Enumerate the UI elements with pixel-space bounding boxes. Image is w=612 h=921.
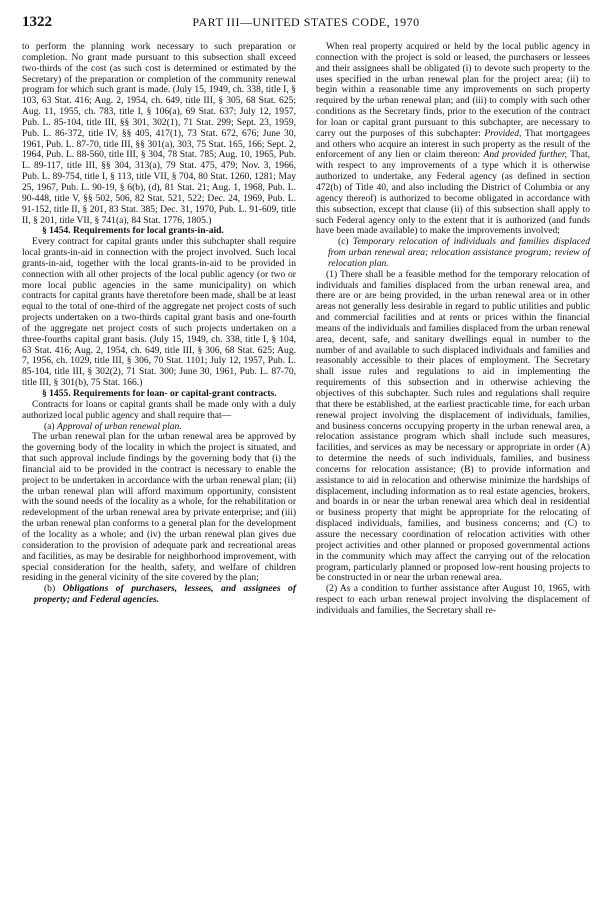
subsection-c-paragraph-1: (1) There shall be a feasible method for the temporary relocation of individuals and families displaced from the urban renewal area, and there are or are being provided, in the urban renewal area or in other areas not generally less desirable in regard to public utilities and public and commercial facilities and at rents or prices within the financial means of the individuals and families displaced from the urban renewal area, decent, safe, and sanitary dwellings equal in number to the number of and available to such displaced individuals and families and reasonably accessible to their places of employment. The Secretary shall issue rules and regulations to aid in implementing the requirements of this subsection and in otherwise achieving the objectives of this subchapter. Such rules and regulations shall require that there be established, at the earliest practicable time, for each urban renewal project involving the displacement of individuals, families, and business concerns occupying property in the urban renewal area, a relocation assistance program which shall include such measures, facilities, and services as may be necessary or appropriate in order (A) to determine the needs of such individuals, families, and business concerns for relocation assistance; (B) to provide information and assistance to aid in relocation and otherwise minimize the hardships of displacement, including information as to real estate agencies, brokers, and boards in or near the urban renewal area which deal in residential or business property that might be appropriate for the relocating of displaced individuals, families, and business concerns; and (C) to assure the necessary coordination of relocation activities with other project activities and other planned or proposed governmental actions in the community which may affect the carrying out of the relocation program, particularly planned or proposed low-rent housing projects to be constructed in or near the urban renewal area. bbox=[316, 268, 590, 584]
proviso-1: Provided, bbox=[484, 127, 522, 139]
page-number: 1322 bbox=[22, 14, 52, 30]
subsection-b-body bbox=[316, 42, 590, 237]
subsection-b-label: (b) bbox=[44, 583, 56, 595]
section-1455-intro: Contracts for loans or capital grants shall be made only with a duly authorized local public agency and shall require that— bbox=[22, 398, 296, 421]
subsection-b-title: Obligations of purchasers, lessees, and assignees of property; and Federal agencies. bbox=[34, 583, 296, 606]
section-1454-heading: § 1454. Requirements for local grants-in-aid. bbox=[42, 225, 224, 237]
subsection-c-paragraph-2: (2) As a condition to further assistance after August 10, 1965, with respect to each urban renewal project involving the displacement of individuals and families, the Secretary shall re- bbox=[316, 583, 590, 616]
subsection-a-title: Approval of urban renewal plan. bbox=[57, 420, 182, 432]
subsection-c-label: (c) bbox=[338, 236, 349, 248]
subsection-b-heading bbox=[22, 584, 296, 606]
left-column bbox=[22, 42, 296, 617]
section-1454-body: Every contract for capital grants under this subchapter shall require local grants-in-aid in connection with the project involved. Such local grants-in-aid, together with the local grants-in-aid to be provided in connection with all other projects of the local public agency (or two or more local public agencies in the same municipality) on which contracts for capital grants have theretofore been made, shall be at least equal to the total of one-third of the aggregate net project costs of such projects undertaken on a two-thirds capital grant basis and one-fourth of the aggregate net project costs of such projects undertaken on a three-fourths capital grant basis. (July 15, 1949, ch. 338, title I, § 104, 63 Stat. 416; Aug. 2, 1954, ch. 649, title III, § 306, 68 Stat. 625; Aug. 7, 1956, ch. 1029, title III, § 306, 70 Stat. 1101; July 12, 1957, Pub. L. 85-104, title III, § 302(2), 71 Stat. 300; June 30, 1961, Pub. L. 87-70, title III, § 301(b), 75 Stat. 166.) bbox=[22, 236, 296, 389]
subsection-a-label: (a) bbox=[44, 420, 55, 432]
running-head: PART III—UNITED STATES CODE, 1970 bbox=[192, 15, 420, 29]
subsection-c-title: Temporary relocation of individuals and families displaced from urban renewal area; relocation assistance program; review of relocation plan. bbox=[328, 236, 590, 269]
subsection-b-text-2: That mortgagees and others who acquire an interest in such property as the result of the enforcement of any lien or claim thereon: bbox=[316, 127, 590, 161]
paragraph-continuation: to perform the planning work necessary to such preparation or completion. No grant made pursuant to this subsection shall exceed two-thirds of the cost (as such cost is determined or estimated by the Secretary) of the preparation or completion of the community renewal program for which such grant is made. (July 15, 1949, ch. 338, title I, § 103, 63 Stat. 416; Aug. 2, 1954, ch. 649, title III, § 305, 68 Stat. 625; Aug. 11, 1955, ch. 783, title I, § 106(a), 69 Stat. 637; July 12, 1957, Pub. L. 85-104, title III, §§ 301, 302(1), 71 Stat. 299; Sept. 23, 1959, Pub. L. 86-372, title IV, §§ 405, 417(1), 73 Stat. 672, 676; June 30, 1961, Pub. L. 87-70, title III, §§ 301(a), 303, 75 Stat. 165, 166; Sept. 2, 1964, Pub. L. 88-560, title III, § 304, 78 Stat. 785; Aug. 10, 1965, Pub. L. 89-117, title III, §§ 304, 313(a), 79 Stat. 475, 479; Nov. 3, 1966, Pub. L. 89-754, title I, § 113, title VII, § 704, 80 Stat. 1260, 1281; May 25, 1967, Pub. L. 90-19, § 6(b), (d), 81 Stat. 21; Aug. 1, 1968, Pub. L. 90-448, title V, §§ 502, 506, 82 Stat. 521, 522; Dec. 24, 1969, Pub. L. 91-152, title II, § 201, 83 Stat. 385; Dec. 31, 1970, Pub. L. 91-609, title II, § 201, title VII, § 741(a), 84 Stat. 1776, 1805.) bbox=[22, 41, 296, 226]
subsection-b-text-3: That, with respect to any improvements of a type which it is otherwise authorized to undertake, any Federal agency (as defined in section 472(b) of Title 40, and also including the District of Columbia or any agency thereof) is authorized to become obligated in accordance with this subsection, except that clause (ii) of this subsection shall apply to such Federal agency only to the extent that it is authorized (and funds have been made available) to make the improvements involved; bbox=[316, 149, 590, 237]
page-header bbox=[22, 14, 590, 42]
subsection-a-body: The urban renewal plan for the urban renewal area be approved by the governing body of the locality in which the project is situated, and that such approval include findings by the governing body that (i) the financial aid to be provided in the contract is necessary to enable the project to be undertaken in accordance with the urban renewal plan; (ii) the urban renewal plan will afford maximum opportunity, consistent with the sound needs of the locality as a whole, for the rehabilitation or redevelopment of the urban renewal area by private enterprise; and (iii) the urban renewal plan conforms to a general plan for the development of the locality as a whole; and (iv) the urban renewal plan gives due consideration to the provision of adequate park and recreational areas and facilities, as may be desirable for neighborhood improvement, with special consideration for the health, safety, and welfare of children residing in the general vicinity of the site covered by the plan; bbox=[22, 431, 296, 584]
subsection-c-heading bbox=[316, 237, 590, 270]
right-column bbox=[316, 42, 590, 617]
proviso-2: And provided further, bbox=[483, 149, 567, 161]
section-1455-heading: § 1455. Requirements for loan- or capital-grant contracts. bbox=[42, 388, 277, 399]
text-columns bbox=[22, 42, 590, 617]
subsection-b-text-1: When real property acquired or held by the local public agency in connection with the project is sold or leased, the purchasers or lessees and their assignees shall be obligated (i) to devote such property to the uses specified in the urban renewal plan for the project area; (ii) to begin within a reasonable time any improvements on such property required by the urban renewal plan; and (iii) to comply with such other conditions as the Secretary finds, prior to the execution of the contract for loan or capital grant pursuant to this subchapter, are necessary to carry out the purposes of this subchapter: bbox=[316, 41, 590, 139]
